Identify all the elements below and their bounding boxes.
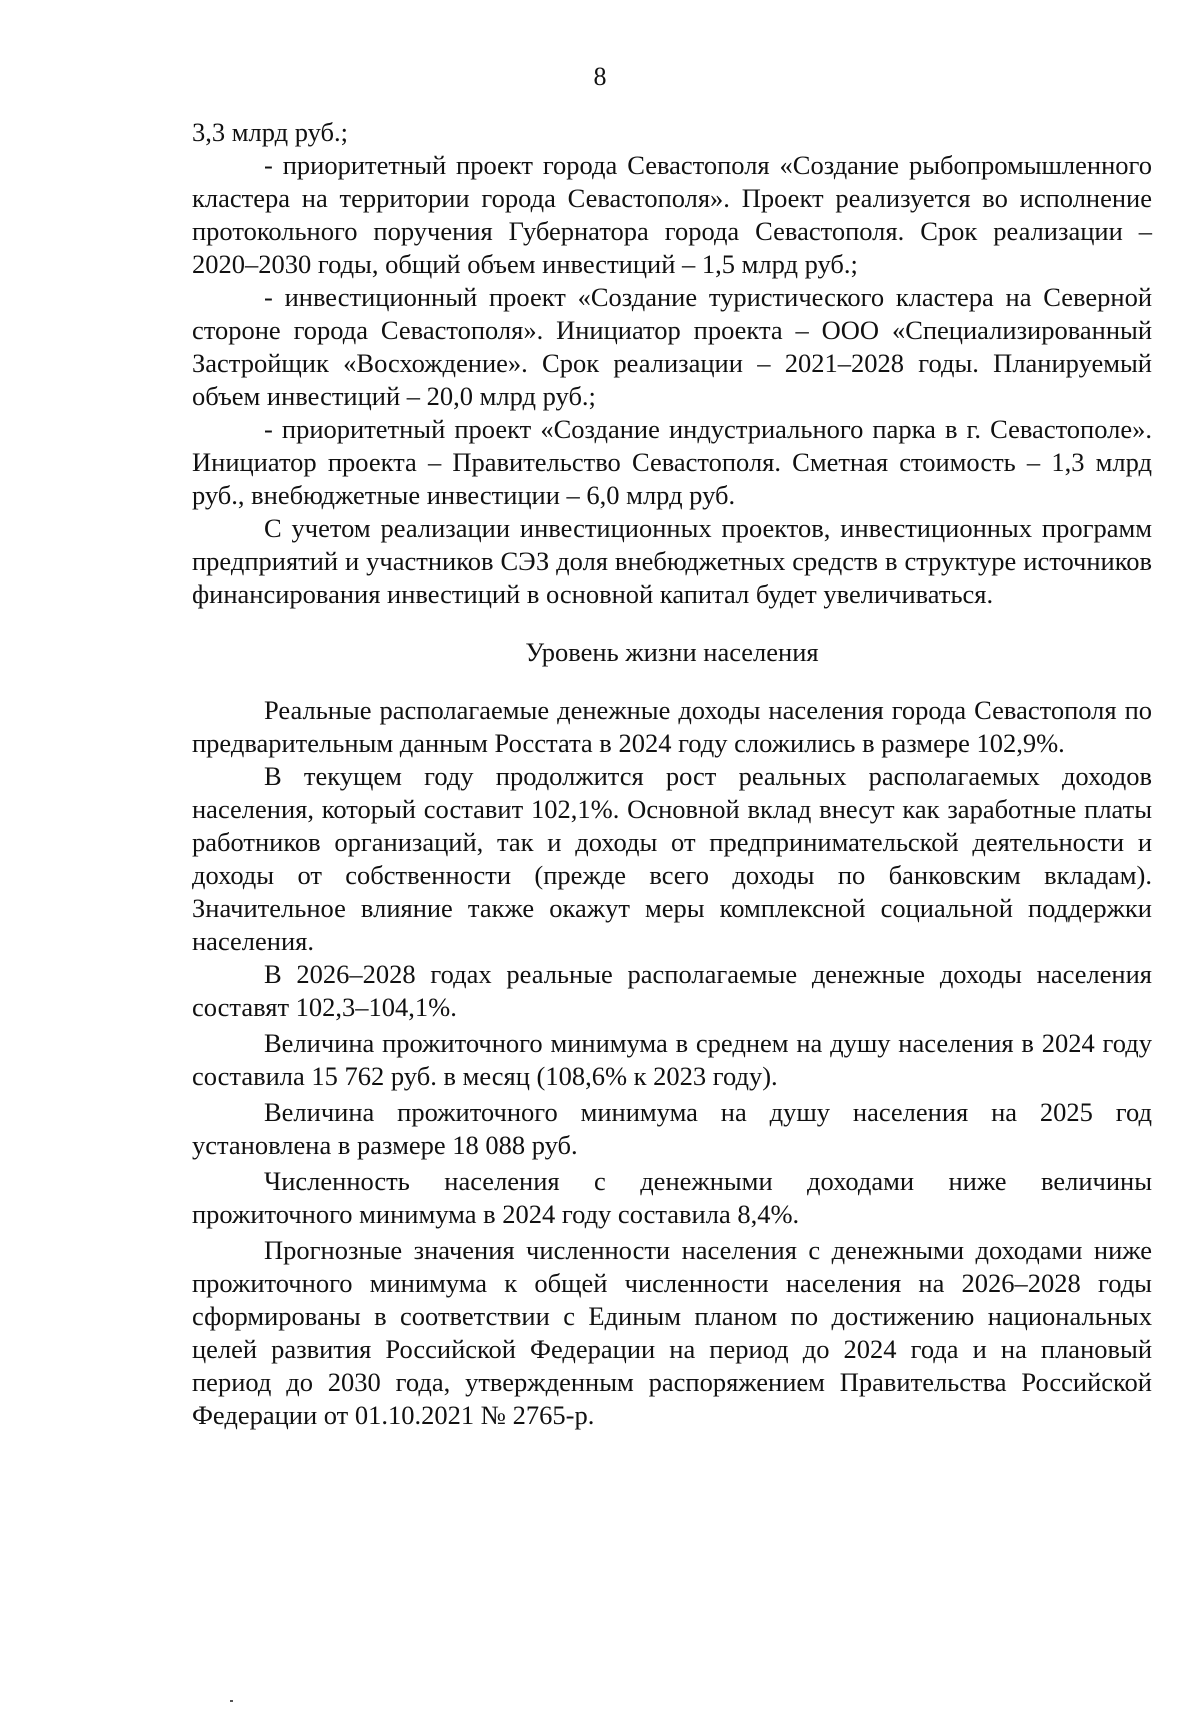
paragraph-subsistence-minimum-2024: Величина прожиточного минимума в среднем на душу населения в 2024 году составила 15 762 руб. в месяц (108,6% к 2023 году). <box>192 1028 1152 1091</box>
bullet-paragraph-fishery-cluster: - приоритетный проект города Севастополя «Создание рыбопромышленного кластера на территории города Севастополя». Проект реализуется во исполнение протокольного поручения Губернатора города Севастополя. Срок реализации – 2020–2030 годы, общий объем инвестиций – 1,5 млрд руб.; <box>192 150 1152 279</box>
paragraph-real-incomes-2024: Реальные располагаемые денежные доходы населения города Севастополя по предварительным данным Росстата в 2024 году сложились в размере 102,9%. <box>192 695 1152 758</box>
paragraph-income-growth: В текущем году продолжится рост реальных располагаемых доходов населения, который составит 102,1%. Основной вклад внесут как заработные платы работников организаций, так и доходы от предпринимательской деятельности и доходы от собственности (прежде всего доходы по банковским вкладам). Значительное влияние также окажут меры комплексной социальной поддержки населения. <box>192 761 1152 956</box>
bullet-paragraph-tourist-cluster: - инвестиционный проект «Создание туристического кластера на Северной стороне города Севастополя». Инициатор проекта – ООО «Специализированный Застройщик «Восхождение». Срок реализации – 2021–2028 годы. Планируемый объем инвестиций – 20,0 млрд руб.; <box>192 282 1152 411</box>
scan-artifact <box>230 1700 233 1702</box>
paragraph-subsistence-minimum-2025: Величина прожиточного минимума на душу населения на 2025 год установлена в размере 18 088 руб. <box>192 1097 1152 1160</box>
page-number: 8 <box>593 62 607 91</box>
paragraph-income-forecast: В 2026–2028 годах реальные располагаемые денежные доходы населения составят 102,3–104,1%. <box>192 959 1152 1022</box>
paragraph-continuation: 3,3 млрд руб.; <box>192 117 349 147</box>
paragraph-poverty-forecast: Прогнозные значения численности населения с денежными доходами ниже прожиточного минимума к общей численности населения на 2026–2028 годы сформированы в соответствии с Единым планом по достижению национальных целей развития Российской Федерации на период до 2024 года и на плановый период до 2030 года, утвержденным распоряжением Правительства Российской Федерации от 01.10.2021 № 2765-р. <box>192 1235 1152 1430</box>
document-body <box>192 116 1152 1432</box>
paragraph-poverty-share: Численность населения с денежными доходами ниже величины прожиточного минимума в 2024 году составила 8,4%. <box>192 1166 1152 1229</box>
section-heading: Уровень жизни населения <box>525 637 819 667</box>
bullet-paragraph-industrial-park: - приоритетный проект «Создание индустриального парка в г. Севастополе». Инициатор проекта – Правительство Севастополя. Сметная стоимость – 1,3 млрд руб., внебюджетные инвестиции – 6,0 млрд руб. <box>192 414 1152 510</box>
paragraph-extrabudgetary-share: С учетом реализации инвестиционных проектов, инвестиционных программ предприятий и участников СЭЗ доля внебюджетных средств в структуре источников финансирования инвестиций в основной капитал будет увеличиваться. <box>192 513 1152 609</box>
